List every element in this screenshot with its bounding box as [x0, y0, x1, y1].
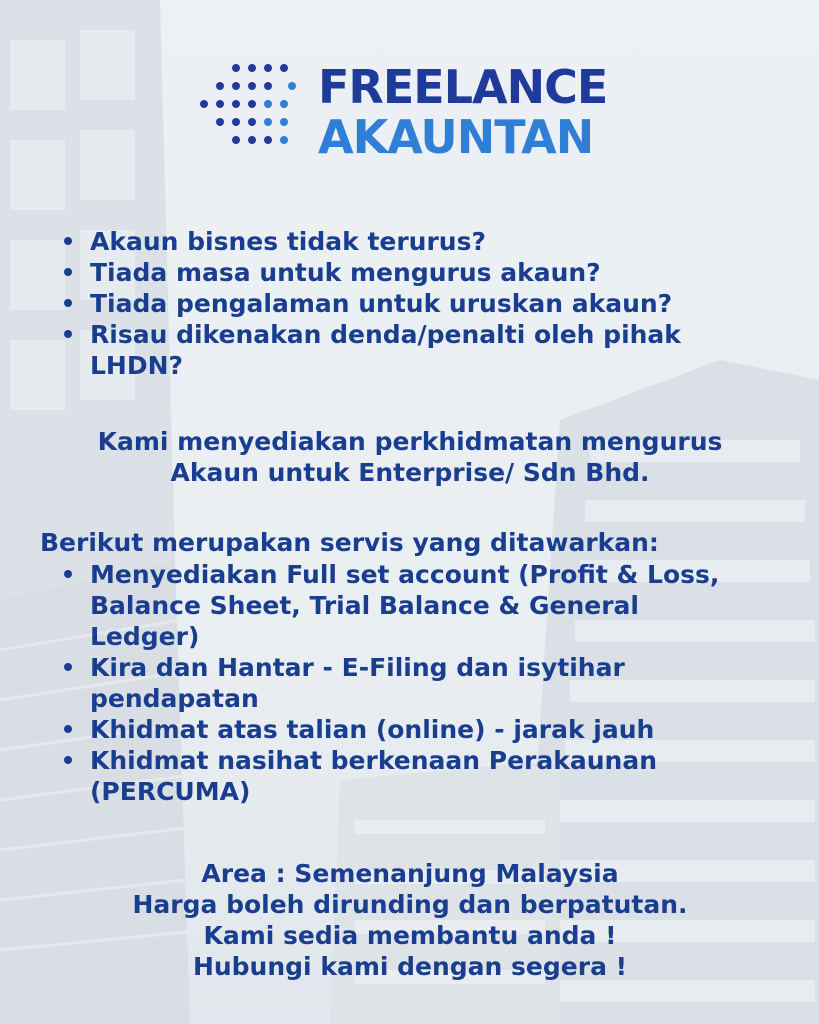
intro-text: [30, 426, 790, 488]
list-item: Kira dan Hantar - E-Filing dan isytihar pendapatan: [62, 652, 752, 714]
help-text: Kami sedia membantu anda !: [203, 921, 617, 950]
list-item: Khidmat atas talian (online) - jarak jauh: [62, 714, 752, 745]
area-text: Area : Semenanjung Malaysia: [201, 859, 619, 888]
services-list: [62, 559, 752, 807]
brand-logo: [200, 60, 640, 170]
list-item: Tiada pengalaman untuk uruskan akaun?: [62, 288, 782, 319]
question-list: [62, 226, 782, 381]
list-item: Khidmat nasihat berkenaan Perakaunan (PERCUMA): [62, 745, 752, 807]
list-item: Tiada masa untuk mengurus akaun?: [62, 257, 782, 288]
logo-title-line1: FREELANCE: [318, 60, 608, 114]
price-text: Harga boleh dirunding dan berpatutan.: [132, 890, 688, 919]
dots-logo-icon: [200, 60, 310, 170]
footer-text: [20, 858, 800, 982]
logo-title-line2: AKAUNTAN: [318, 110, 594, 164]
intro-line-1: Kami menyediakan perkhidmatan mengurus: [97, 427, 723, 456]
contact-text: Hubungi kami dengan segera !: [192, 952, 628, 981]
list-item: Risau dikenakan denda/penalti oleh pihak LHDN?: [62, 319, 782, 381]
list-item: Akaun bisnes tidak terurus?: [62, 226, 782, 257]
list-item: Menyediakan Full set account (Profit & Loss, Balance Sheet, Trial Balance & General Ledger): [62, 559, 752, 652]
services-heading: Berikut merupakan servis yang ditawarkan:: [40, 528, 659, 557]
intro-line-2: Akaun untuk Enterprise/ Sdn Bhd.: [170, 458, 650, 487]
